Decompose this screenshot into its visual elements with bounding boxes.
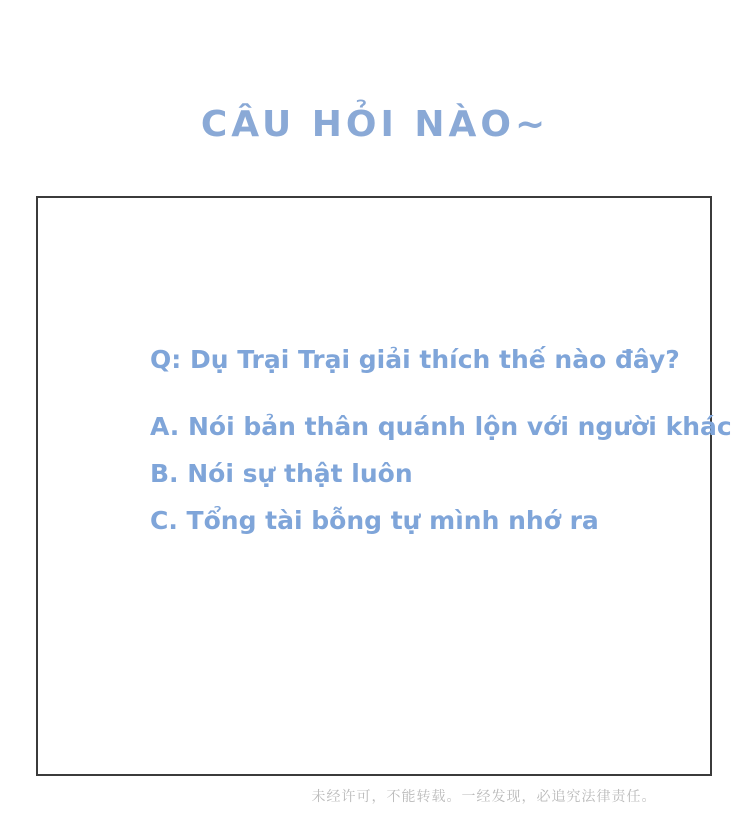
quiz-answer-b[interactable]: B. Nói sự thật luôn bbox=[150, 458, 413, 488]
quiz-answer-c[interactable]: C. Tổng tài bỗng tự mình nhớ ra bbox=[150, 506, 599, 535]
quiz-block bbox=[150, 344, 732, 536]
copyright-notice-text: 未经许可，不能转载。一经发现，必追究法律责任。 bbox=[311, 789, 657, 805]
copyright-notice bbox=[0, 786, 750, 806]
quiz-panel bbox=[36, 196, 732, 776]
quiz-answer-a[interactable]: A. Nói bản thân quánh lộn với người khác bbox=[150, 411, 732, 441]
quiz-question: Q: Dụ Trại Trại giải thích thế nào đây? bbox=[150, 345, 680, 374]
page-title: CÂU HỎI NÀO~ bbox=[200, 104, 550, 145]
quiz-answer-list bbox=[150, 411, 732, 537]
